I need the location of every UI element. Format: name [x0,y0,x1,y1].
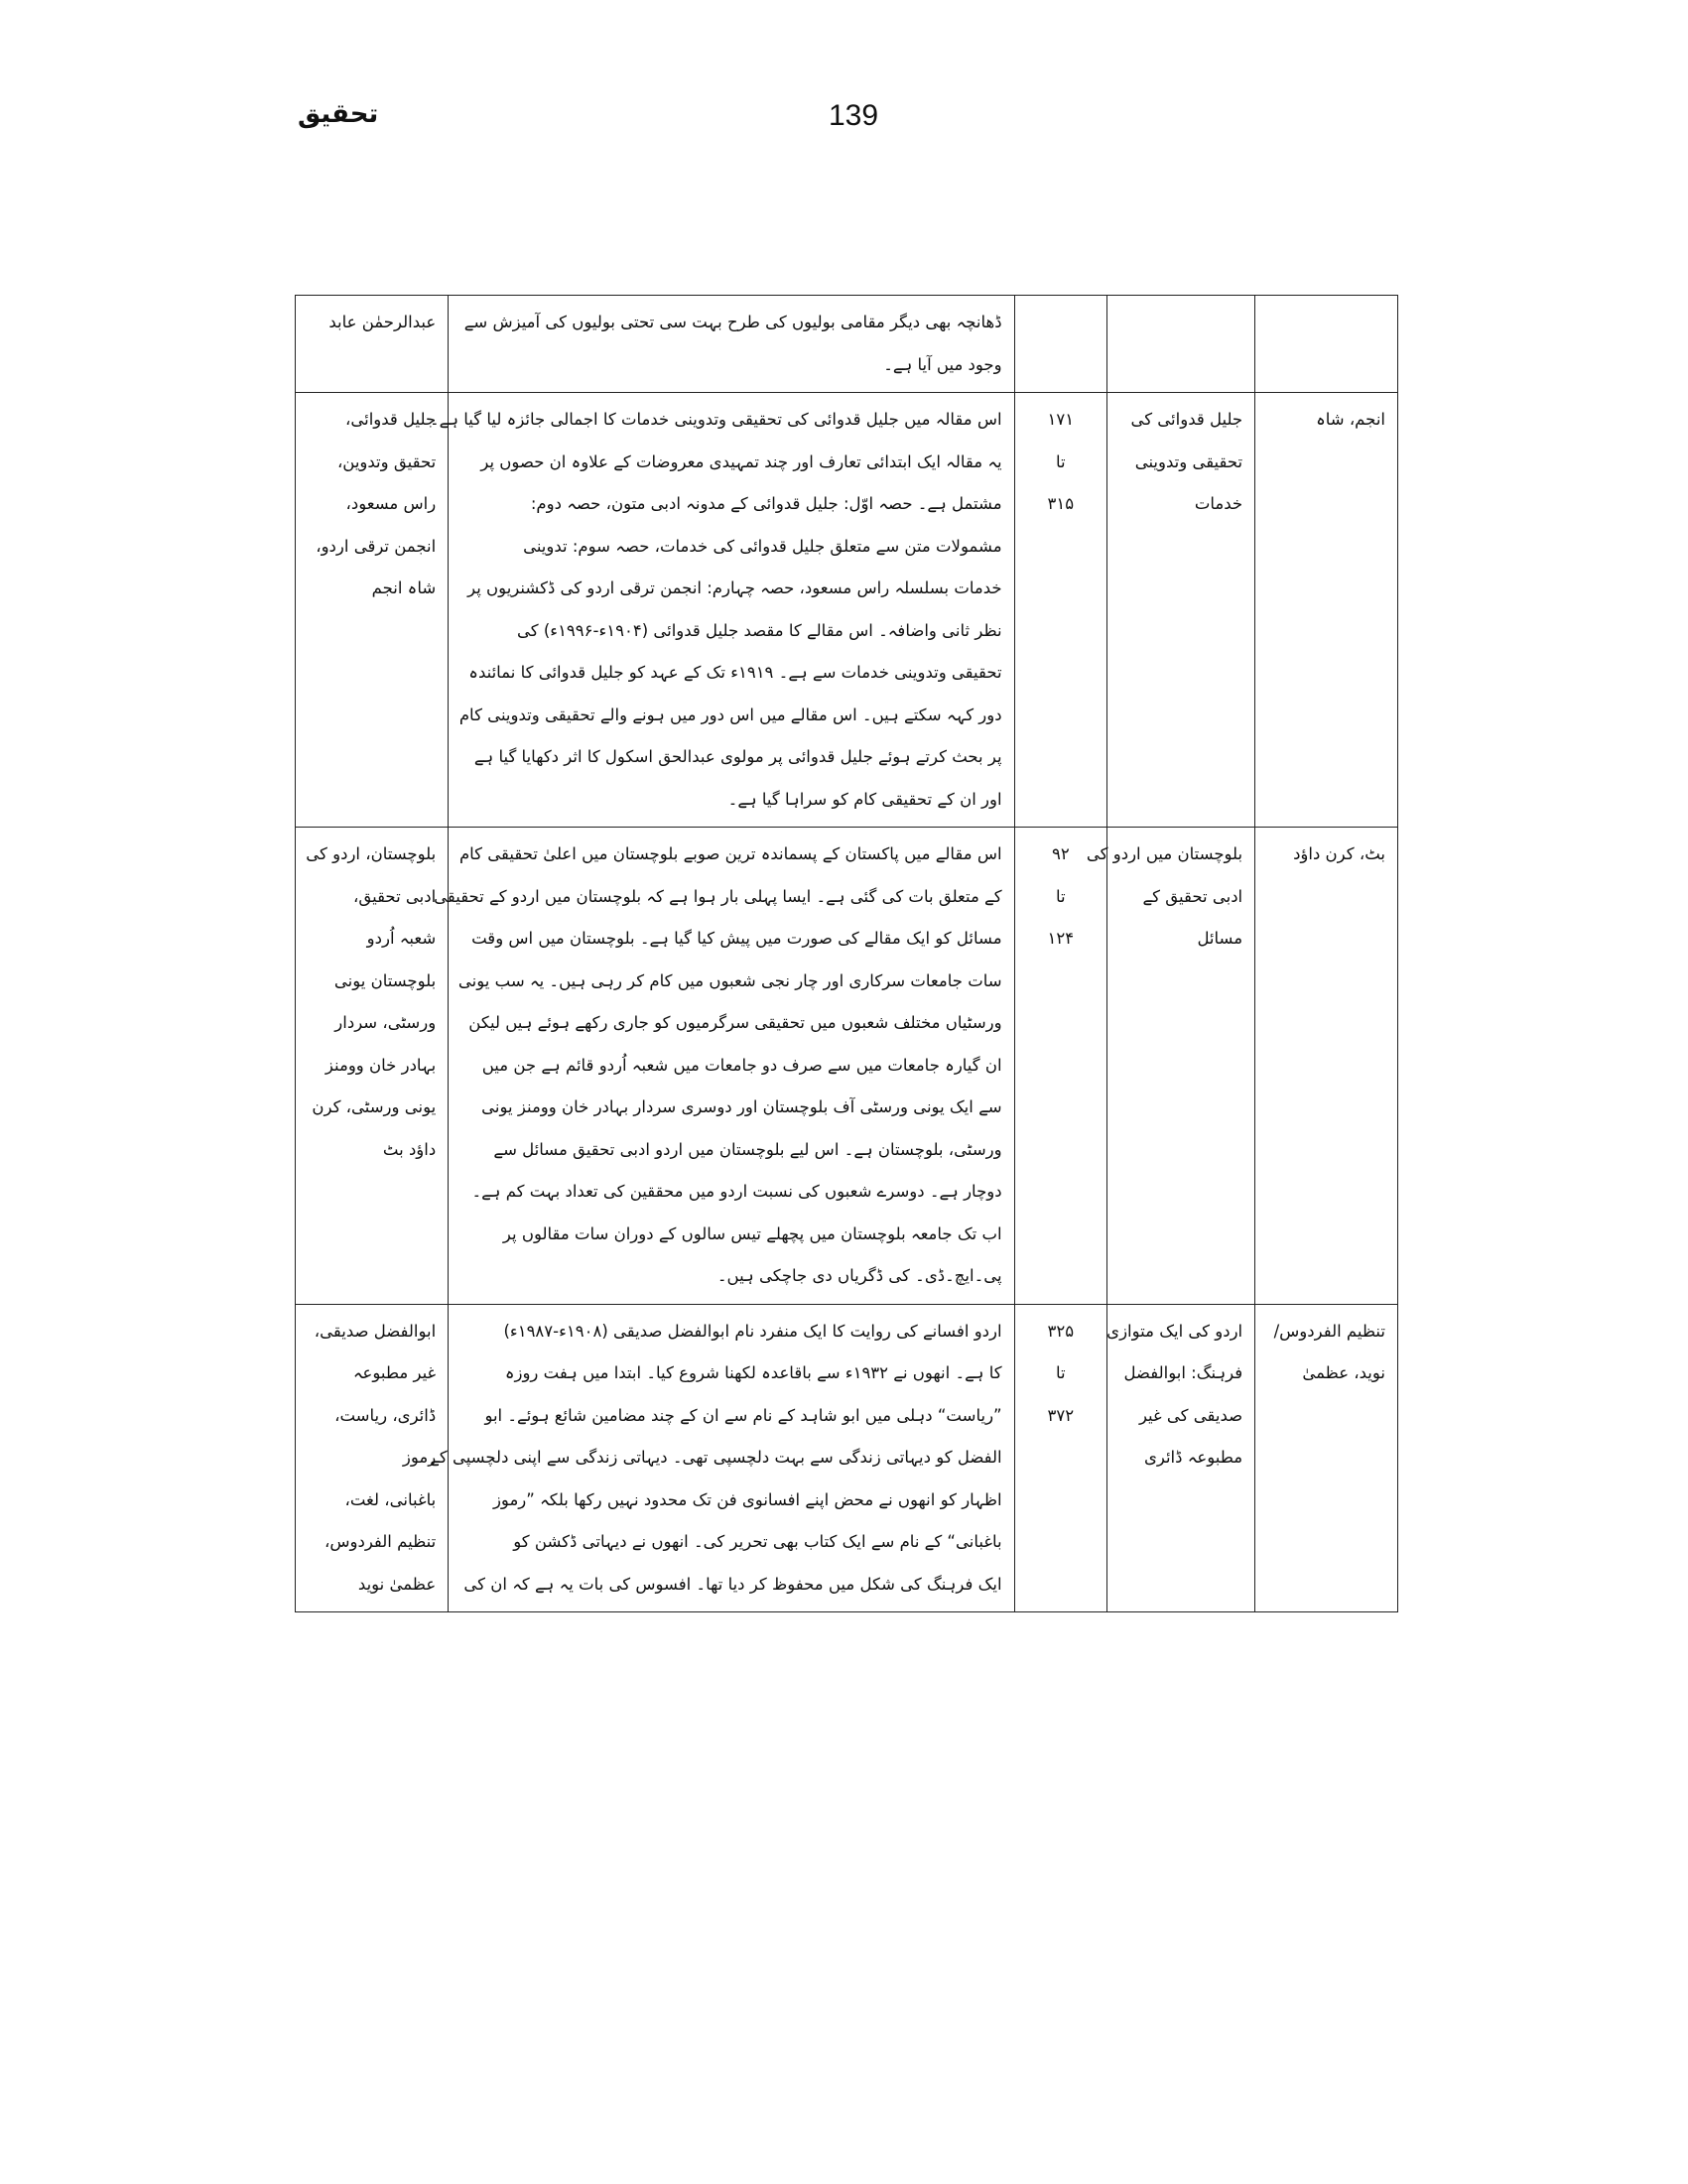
table-row [296,296,1398,393]
abstract-line: الفضل کو دیہاتی زندگی سے بہت دلچسپی تھی۔ دیہاتی زندگی سے اپنی دلچسپی کے [430,1448,1002,1467]
keywords-line: ڈائری، ریاست، [334,1405,437,1425]
keywords-line: بلوچستان یونی [333,970,437,990]
title-line: جلیل قدوائی کی [1130,410,1243,429]
title-cell [1107,393,1255,828]
abstract-line: دور کہہ سکتے ہیں۔ اس مقالے میں اس دور میں ہونے والے تحقیقی وتدوینی کام [458,705,1002,724]
keywords-line: ابوالفضل صدیقی، [314,1321,437,1341]
pages-line: ۳۲۵ [1047,1321,1075,1341]
keywords-line: عبدالرحمٰن عابد [328,313,437,331]
title-line: صدیقی کی غیر [1138,1405,1243,1425]
author-cell [1255,828,1398,1305]
title-cell [1107,296,1255,393]
abstract-line: اس مقالے میں پاکستان کے پسماندہ ترین صوبے بلوچستان میں اعلیٰ تحقیقی کام [458,844,1002,863]
title-line: تحقیقی وتدوینی [1134,451,1243,471]
abstract-line: اظہار کو انھوں نے محض اپنے افسانوی فن تک محدود نہیں رکھا بلکہ ”رموز [492,1489,1002,1509]
abstract-line: مشمولات متن سے متعلق جلیل قدوائی کی خدمات، حصہ سوم: تدوینی [523,536,1002,556]
author-cell [1255,393,1398,828]
table-row [296,828,1398,1305]
abstract-line: اس مقالہ میں جلیل قدوائی کی تحقیقی وتدوینی خدمات کا اجمالی جائزہ لیا گیا ہے۔ [430,410,1002,429]
abstract-line: ورسٹی، بلوچستان ہے۔ اس لیے بلوچستان میں اردو ادبی تحقیق مسائل سے [493,1139,1002,1159]
keywords-line: غیر مطبوعہ [352,1363,437,1382]
abstract-line: پی۔ایچ۔ڈی۔ کی ڈگریاں دی جاچکی ہیں۔ [716,1266,1002,1285]
pages-line: ۹۲ [1051,844,1070,863]
keywords-cell [296,828,449,1305]
table-row [296,393,1398,828]
abstract-cell [430,1304,1014,1612]
keywords-line: یونی ورسٹی، کرن [312,1097,437,1116]
article-index-table [295,295,1398,1612]
keywords-line: انجمن ترقی اردو، [316,536,437,556]
pages-cell [1014,393,1107,828]
abstract-cell [449,296,1014,393]
title-line: بلوچستان میں اردو کی [1086,844,1243,863]
keywords-line: شعبہ اُردو [366,929,437,948]
keywords-line: عظمیٰ نوید [357,1574,437,1594]
title-line: مطبوعہ ڈائری [1143,1448,1243,1467]
abstract-line: ”ریاست“ دہلی میں ابو شاہد کے نام سے ان کے چند مضامین شائع ہوئے۔ ابو [484,1405,1002,1425]
pages-cell [1014,296,1107,393]
keywords-cell [296,1304,449,1612]
abstract-line: ان گیارہ جامعات میں سے صرف دو جامعات میں شعبہ اُردو قائم ہے جن میں [481,1055,1002,1075]
keywords-line: تحقیق وتدوین، [336,451,437,471]
table-body [296,296,1398,1612]
abstract-line: اردو افسانے کی روایت کا ایک منفرد نام ابوالفضل صدیقی (۱۹۰۸ء-۱۹۸۷ء) [503,1321,1002,1341]
author-line: تنظیم الفردوس/ [1273,1321,1385,1341]
abstract-line: خدمات بسلسلہ راس مسعود، حصہ چہارم: انجمن ترقی اردو کی ڈکشنریوں پر [467,578,1002,597]
abstract-line: وجود میں آیا ہے۔ [883,354,1002,374]
author-cell [1255,1304,1398,1612]
author-cell [1255,296,1398,393]
title-cell [1107,1304,1255,1612]
keywords-line: راس مسعود، [345,494,437,513]
abstract-line: نظر ثانی واضافہ۔ اس مقالے کا مقصد جلیل قدوائی (۱۹۰۴ء-۱۹۹۶ء) کی [517,620,1002,640]
pages-cell [1014,1304,1107,1612]
title-line: مسائل [1197,929,1243,948]
abstract-cell [430,393,1014,828]
pages-cell [1014,828,1107,1305]
abstract-line: سے ایک یونی ورسٹی آف بلوچستان اور دوسری سردار بہادر خان وومنز یونی [481,1097,1002,1116]
abstract-line: کے متعلق بات کی گئی ہے۔ ایسا پہلی بار ہوا ہے کہ بلوچستان میں اردو کے تحقیقی [434,886,1002,906]
pages-line: تا [1056,451,1066,471]
pages-line: ۳۱۵ [1047,494,1075,513]
abstract-line: یہ مقالہ ایک ابتدائی تعارف اور چند تمہیدی معروضات کے علاوہ ان حصوں پر [480,451,1002,471]
abstract-line: کا ہے۔ انھوں نے ۱۹۳۲ء سے باقاعدہ لکھنا شروع کیا۔ ابتدا میں ہفت روزہ [504,1363,1002,1382]
title-cell [1086,828,1255,1305]
abstract-line: دوچار ہے۔ دوسرے شعبوں کی نسبت اردو میں محققین کی تعداد بہت کم ہے۔ [471,1182,1002,1201]
abstract-line: مشتمل ہے۔ حصہ اوّل: جلیل قدوائی کے مدونہ ادبی متون، حصہ دوم: [530,494,1002,513]
title-line: خدمات [1194,494,1243,513]
pages-line: ۱۲۴ [1047,929,1075,948]
abstract-line: باغبانی“ کے نام سے ایک کتاب بھی تحریر کی۔ انھوں نے دیہاتی ڈکشن کو [513,1532,1002,1551]
abstract-line: سات جامعات سرکاری اور چار نجی شعبوں میں کام کر رہی ہیں۔ یہ سب یونی [457,970,1002,990]
abstract-line: تحقیقی وتدوینی خدمات سے ہے۔ ۱۹۱۹ء تک کے عہد کو جلیل قدوائی کا نمائندہ [468,663,1002,682]
keywords-cell [296,296,449,393]
keywords-line: باغبانی، لغت، [344,1489,437,1509]
keywords-line: جلیل قدوائی، [345,410,437,429]
pages-line: ۳۷۲ [1047,1405,1075,1425]
author-line: بٹ، کرن داؤد [1293,844,1385,863]
keywords-cell [296,393,449,828]
abstract-line: اب تک جامعہ بلوچستان میں پچھلے تیس سالوں کے دوران سات مقالوں پر [502,1223,1002,1243]
abstract-cell [434,828,1014,1305]
keywords-line: تنظیم الفردوس، [325,1532,437,1551]
title-line: فرہنگ: ابوالفضل [1123,1363,1243,1382]
title-line: اردو کی ایک متوازی [1106,1321,1243,1341]
keywords-line: رموز [402,1448,437,1467]
keywords-line: ادبی تحقیق، [353,886,437,906]
abstract-line: ڈھانچہ بھی دیگر مقامی بولیوں کی طرح بہت سی تحتی بولیوں کی آمیزش سے [463,313,1002,331]
journal-name: تحقیق [298,99,379,129]
abstract-line: پر بحث کرتے ہوئے جلیل قدوائی پر مولوی عبدالحق اسکول کا اثر دکھایا گیا ہے [473,747,1002,766]
title-line: ادبی تحقیق کے [1142,886,1243,906]
author-line: نوید، عظمیٰ [1302,1363,1385,1382]
abstract-line: ورسٹیاں مختلف شعبوں میں تحقیقی سرگرمیوں کو جاری رکھے ہوئے ہیں لیکن [468,1013,1002,1032]
keywords-line: داؤد بٹ [382,1139,437,1159]
pages-line: تا [1056,1363,1066,1382]
page-number: 139 [828,99,879,132]
author-line: انجم، شاہ [1316,410,1385,429]
abstract-line: اور ان کے تحقیقی کام کو سراہا گیا ہے۔ [727,789,1002,809]
pages-line: تا [1056,886,1066,906]
table-row [296,1304,1398,1612]
keywords-line: شاہ انجم [371,578,437,597]
abstract-line: ایک فرہنگ کی شکل میں محفوظ کر دیا تھا۔ افسوس کی بات یہ ہے کہ ان کی [463,1574,1002,1594]
keywords-line: ورسٹی، سردار [334,1013,437,1032]
keywords-line: بلوچستان، اردو کی [306,844,437,863]
abstract-line: مسائل کو ایک مقالے کی صورت میں پیش کیا گیا ہے۔ بلوچستان میں اس وقت [471,929,1002,948]
pages-line: ۱۷۱ [1047,410,1075,429]
keywords-line: بہادر خان وومنز [325,1055,437,1075]
